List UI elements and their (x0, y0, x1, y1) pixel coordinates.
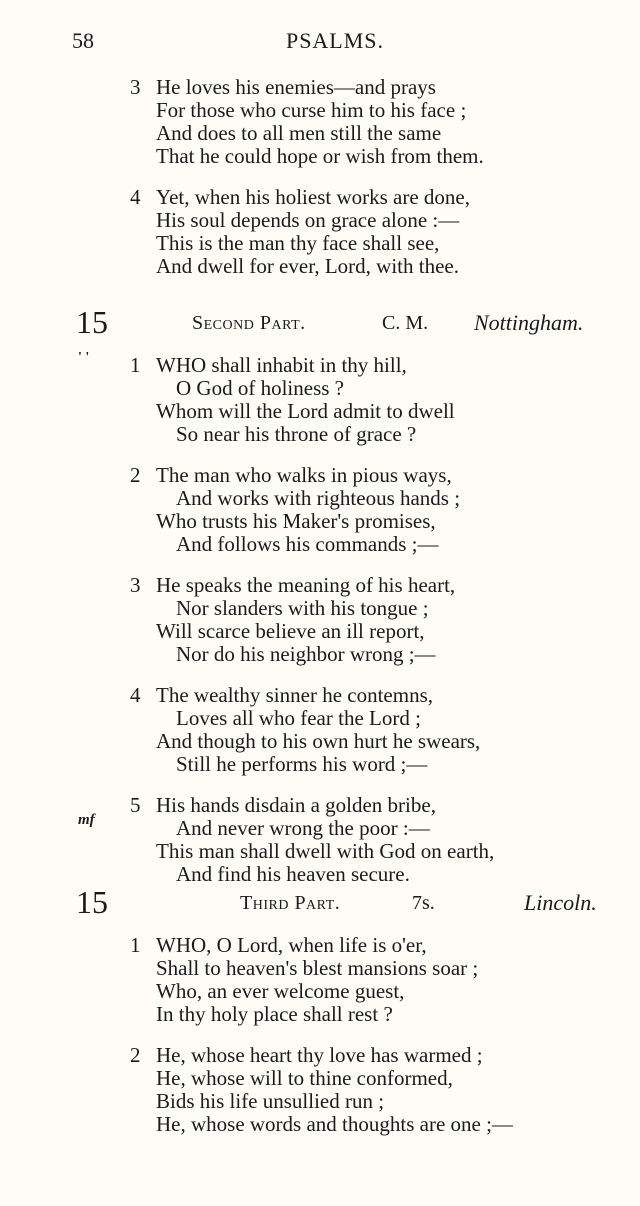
verse-text: Will scarce believe an ill report, (156, 619, 425, 643)
verse-line (0, 753, 640, 776)
stanza-number: 3 (130, 573, 141, 597)
third-part-stanzas (0, 934, 640, 1136)
psalm-number: 15 (76, 884, 108, 920)
verse-line (0, 423, 640, 446)
verse-line (0, 487, 640, 510)
verse-text: And does to all men still the same (156, 121, 442, 145)
verse-text: For those who curse him to his face ; (156, 98, 467, 122)
verse-text: Shall to heaven's blest mansions soar ; (156, 956, 479, 980)
stanza-number: 1 (130, 933, 141, 957)
meter: C. M. (382, 312, 429, 334)
stanza-number: 2 (130, 1043, 141, 1067)
dynamic-mark: mf (78, 812, 95, 828)
verse-line (0, 957, 640, 980)
verse-text: This man shall dwell with God on earth, (156, 839, 495, 863)
verse-line (0, 980, 640, 1003)
stanza (0, 684, 640, 776)
part-title: Second Part. (192, 312, 306, 334)
stanza-number: 2 (130, 463, 141, 487)
verse-text: So near his throne of grace ? (176, 422, 417, 446)
verse-line (0, 1113, 640, 1136)
verse-line (0, 707, 640, 730)
verse-line (0, 377, 640, 400)
verse-line (0, 684, 640, 707)
verse-line (0, 840, 640, 863)
verse-text: WHO, O Lord, when life is o'er, (156, 933, 427, 957)
verse-text: And works with righteous hands ; (176, 486, 461, 510)
verse-line (0, 510, 640, 533)
verse-line (0, 794, 640, 817)
verse-text: And find his heaven secure. (176, 862, 410, 886)
stanza (0, 354, 640, 446)
margin-mark: ' ' (78, 350, 90, 365)
verse-text: Yet, when his holiest works are done, (156, 185, 470, 209)
stanza (0, 574, 640, 666)
verse-line (0, 354, 640, 377)
verse-text: Nor do his neighbor wrong ;— (176, 642, 436, 666)
third-part-section (0, 870, 640, 1154)
stanza (0, 464, 640, 556)
verse-text: In thy holy place shall rest ? (156, 1002, 393, 1026)
verse-text: This is the man thy face shall see, (156, 231, 440, 255)
verse-line (0, 597, 640, 620)
psalm-number: 15 (76, 304, 108, 340)
verse-text: He loves his enemies—and prays (156, 75, 436, 99)
verse-text: Loves all who fear the Lord ; (176, 706, 421, 730)
stanza-number: 1 (130, 353, 141, 377)
verse-text: His soul depends on grace alone :— (156, 208, 460, 232)
verse-text: He speaks the meaning of his heart, (156, 573, 456, 597)
verse-text: And never wrong the poor :— (176, 816, 430, 840)
verse-line (0, 1090, 640, 1113)
tune-name: Lincoln. (524, 890, 597, 915)
verse-text: He, whose will to thine conformed, (156, 1066, 453, 1090)
verse-line (0, 817, 640, 840)
second-part-heading (0, 304, 640, 344)
verse-text: The wealthy sinner he contemns, (156, 683, 433, 707)
verse-line (0, 209, 640, 232)
running-head: PSALMS. (285, 28, 385, 53)
verse-text: And though to his own hurt he swears, (156, 729, 481, 753)
second-part-section (0, 290, 640, 904)
page-header (0, 28, 640, 58)
verse-line (0, 730, 640, 753)
verse-text: Bids his life unsullied run ; (156, 1089, 385, 1113)
stanza-number: 4 (130, 683, 141, 707)
verse-line (0, 1003, 640, 1026)
verse-text: WHO shall inhabit in thy hill, (156, 353, 407, 377)
verse-text: O God of holiness ? (176, 376, 344, 400)
verse-text: He, whose words and thoughts are one ;— (156, 1112, 513, 1136)
verse-line (0, 464, 640, 487)
tune-name: Nottingham. (474, 310, 584, 335)
verse-line (0, 145, 640, 168)
verse-text: His hands disdain a golden bribe, (156, 793, 436, 817)
verse-text: That he could hope or wish from them. (156, 144, 484, 168)
second-part-stanzas (0, 354, 640, 886)
intro-stanzas (0, 76, 640, 296)
verse-text: Whom will the Lord admit to dwell (156, 399, 455, 423)
verse-text: And follows his commands ;— (176, 532, 439, 556)
stanza (0, 186, 640, 278)
verse-line (0, 1067, 640, 1090)
stanza-number: 3 (130, 75, 141, 99)
verse-line (0, 122, 640, 145)
verse-line (0, 934, 640, 957)
page-number: 58 (72, 28, 94, 53)
verse-line (0, 186, 640, 209)
stanza-number: 5 (130, 793, 141, 817)
stanza (0, 76, 640, 168)
verse-line (0, 1044, 640, 1067)
meter: 7s. (412, 892, 435, 914)
stanza (0, 934, 640, 1026)
stanza-number: 4 (130, 185, 141, 209)
verse-text: He, whose heart thy love has warmed ; (156, 1043, 483, 1067)
verse-line (0, 76, 640, 99)
stanza (0, 1044, 640, 1136)
verse-line (0, 620, 640, 643)
verse-text: Who, an ever welcome guest, (156, 979, 405, 1003)
verse-text: Still he performs his word ;— (176, 752, 428, 776)
verse-line (0, 99, 640, 122)
verse-text: Nor slanders with his tongue ; (176, 596, 429, 620)
verse-line (0, 533, 640, 556)
verse-line (0, 574, 640, 597)
part-title: Third Part. (240, 892, 341, 914)
verse-line (0, 255, 640, 278)
verse-line (0, 643, 640, 666)
verse-text: And dwell for ever, Lord, with thee. (156, 254, 459, 278)
verse-line (0, 400, 640, 423)
verse-line (0, 232, 640, 255)
verse-text: The man who walks in pious ways, (156, 463, 452, 487)
third-part-heading (0, 884, 640, 924)
verse-text: Who trusts his Maker's promises, (156, 509, 436, 533)
